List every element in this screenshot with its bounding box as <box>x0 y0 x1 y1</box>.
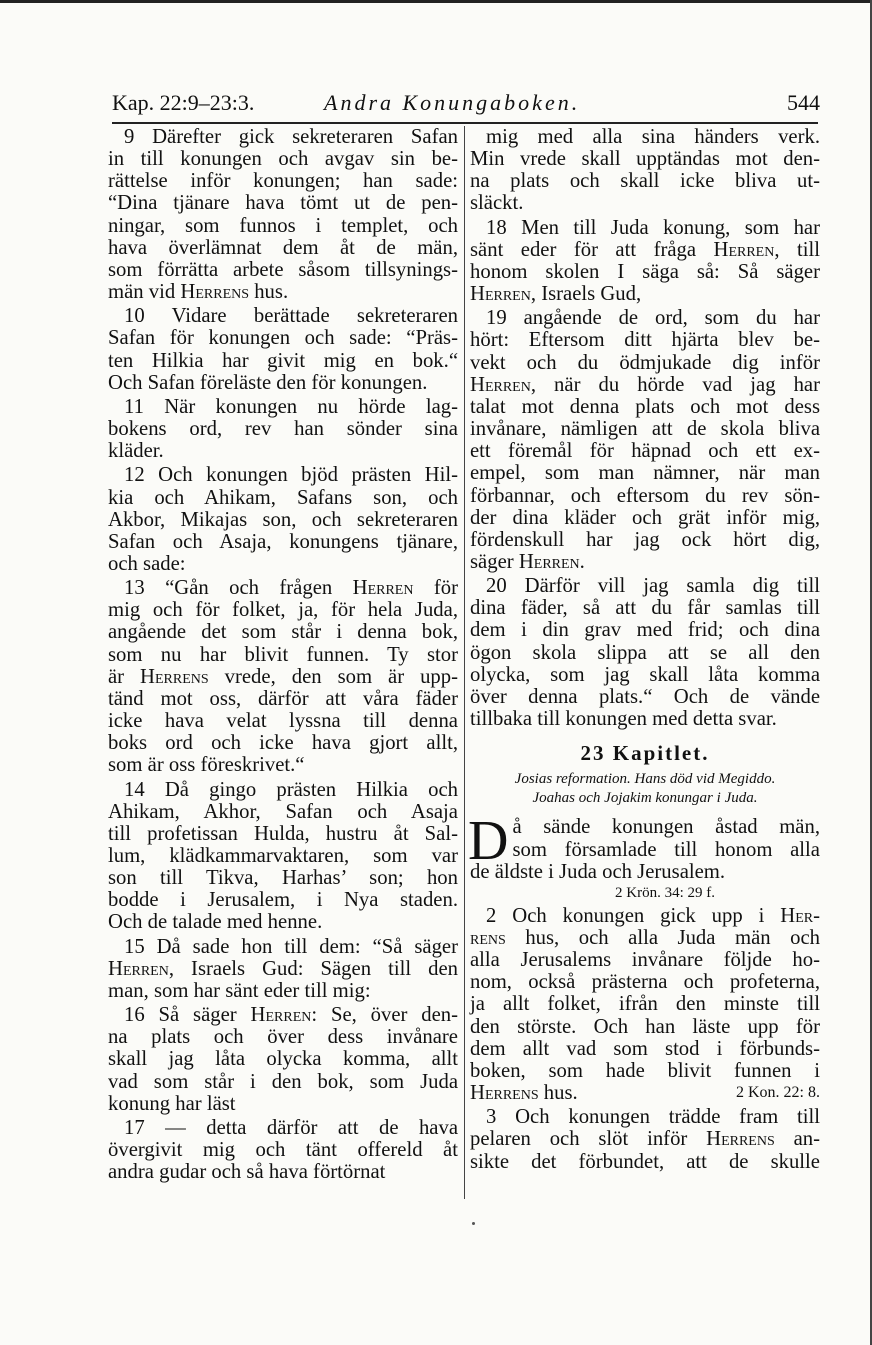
verse-line: konung har läst <box>108 1092 236 1115</box>
verse-line: Herren, Israels Gud, <box>470 283 642 306</box>
verse-line: Herren, Israels Gud: Sägen till den <box>108 957 458 980</box>
verse-line: som är oss föreskrivet.“ <box>108 754 305 777</box>
verse-line: 14 Då gingo prästen Hilkia och <box>124 778 458 801</box>
verse-line: säger Herren. <box>470 550 585 573</box>
verse-line: ett föremål för häpnad och ett ex- <box>470 440 820 463</box>
verse-line: lum, klädkammarvaktaren, som var <box>108 845 458 867</box>
verse-line: in till konungen och avgav sin be- <box>108 148 458 171</box>
verse-line: vekt och du ödmjukade dig inför <box>470 351 820 374</box>
verse-paragraph <box>108 464 458 575</box>
verse-line: Herrens hus. <box>470 1082 578 1105</box>
verse-paragraph <box>108 577 458 776</box>
verse-line: över denna plats.“ Och de vände <box>470 685 820 708</box>
divine-name: Herren <box>470 283 531 306</box>
divine-name: Her- <box>780 904 820 927</box>
verse-paragraph <box>108 396 458 462</box>
divine-name: Herren <box>470 373 531 396</box>
verse-line: angående det som står i denna bok, <box>108 621 458 644</box>
verse-paragraph <box>108 1004 458 1115</box>
divine-name: rens <box>470 927 506 949</box>
divine-name: Herrens <box>706 1128 775 1151</box>
cross-reference: 2 Krön. 34: 29 f. <box>615 884 715 901</box>
verse-line: empel, som man nämner, när man <box>470 462 820 485</box>
verse-line: boken, som hade blivit funnen i <box>470 1059 820 1082</box>
verse-line: na plats och skall icke bliva ut- <box>470 170 820 193</box>
verse-paragraph <box>470 217 820 306</box>
verse-line: olycka, som jag skall låta komma <box>470 663 820 686</box>
verse-line: ögon skola slippa att se all den <box>470 641 820 664</box>
print-speck <box>472 1222 475 1225</box>
verse-line: 3 Och konungen trädde fram till <box>486 1106 820 1129</box>
verse-line: till profetissan Hulda, hustru åt Sal- <box>108 822 458 845</box>
verse-3 <box>470 1106 820 1172</box>
verse-paragraph <box>470 575 820 730</box>
verse-line: icke hava velat lyssna till denna <box>108 710 458 733</box>
verse-line: de äldste i Juda och Jerusalem. <box>470 860 726 883</box>
verse-line: Min vrede skall upptändas mot den- <box>470 148 820 171</box>
verse-line: “Dina tjänare hava tömt ut de pen- <box>108 192 458 215</box>
verse-line: kläder. <box>108 440 164 463</box>
header-rule <box>112 122 818 124</box>
verse-line: talat mot denna plats och mot dess <box>470 395 820 418</box>
chapter-summary <box>470 770 820 808</box>
cross-reference: 2 Kon. 22: 8. <box>736 1084 820 1102</box>
verse-2 <box>470 905 820 1104</box>
verse-line: 10 Vidare berättade sekreteraren <box>124 305 458 328</box>
verse-line: män vid Herrens hus. <box>108 281 289 304</box>
verse-line: Safan för konungen och sade: “Präs- <box>108 327 458 350</box>
verse-1 <box>468 810 820 902</box>
page-number: 544 <box>787 90 820 115</box>
divine-name: Herren <box>518 550 580 573</box>
verse-line: vad som står i den bok, som Juda <box>108 1070 458 1093</box>
verse-line: släckt. <box>470 192 524 215</box>
verse-paragraph <box>108 126 458 303</box>
verse-line: övergivit mig och tänt offereld åt <box>108 1139 458 1162</box>
right-column <box>470 126 820 1175</box>
column-divider <box>464 126 465 1199</box>
verse-line: invånare, nämligen att de skola bliva <box>470 418 820 441</box>
verse-line: sikte det förbundet, att de skulle <box>470 1150 820 1173</box>
verse-line: dem i din grav med frid; och dina <box>470 619 820 642</box>
divine-name: Herren <box>713 238 775 261</box>
verse-line: Och de talade med henne. <box>108 911 323 934</box>
verse-line: ja allt folket, ifrån den minste till <box>470 993 820 1016</box>
verse-line: kia och Ahikam, Safans son, och <box>108 486 458 509</box>
chapter-heading: 23 Kapitlet. <box>580 741 710 766</box>
verse-line: na plats och över dess invånare <box>108 1026 458 1049</box>
verse-line: tillbaka till konungen med detta svar. <box>470 708 777 731</box>
summary-line: Josias reformation. Hans död vid Megiddo. <box>514 771 776 788</box>
verse-line: der dina kläder och grät inför mig, <box>470 506 820 529</box>
verse-line: boks ord och icke hava gjort allt, <box>108 732 458 755</box>
verse-line: rens hus, och alla Juda män och <box>470 927 820 949</box>
verse-line: ningar, som funnos i templet, och <box>108 214 458 237</box>
divine-name: Herrens <box>180 281 250 304</box>
verse-line: 18 Men till Juda konung, som har <box>486 216 820 239</box>
verse-paragraph <box>470 307 820 573</box>
verse-line: 2 Och konungen gick upp i Her- <box>486 904 820 927</box>
verse-line: förbannar, och eftersom du rev sön- <box>470 484 820 507</box>
left-column <box>108 126 458 1185</box>
right-column-verses <box>470 126 820 730</box>
running-header <box>112 88 820 122</box>
verse-line: 17 — detta därför att de hava <box>124 1116 458 1139</box>
summary-line: Joahas och Jojakim konungar i Juda. <box>532 790 758 807</box>
verse-paragraph <box>108 305 458 394</box>
verse-line: som förrätta arbete såsom tillsynings- <box>108 258 458 281</box>
verse-paragraph <box>108 779 458 934</box>
verse-paragraph <box>108 936 458 1002</box>
verse-line: hava överlämnat dem åt de män, <box>108 236 458 259</box>
book-title: Andra Konungaboken. <box>324 90 581 115</box>
verse-line: Och Safan föreläste den för konungen. <box>108 371 428 394</box>
top-border <box>0 0 872 3</box>
verse-line: mig och för folket, ja, för hela Juda, <box>108 599 458 622</box>
verse-line: fördenskull har jag ock hört dig, <box>470 528 820 551</box>
verse-line: hört: Eftersom ditt hjärta blev be- <box>470 329 820 352</box>
verse-line: 19 angående de ord, som du har <box>486 307 820 330</box>
verse-line: som församlade till honom alla <box>512 838 820 861</box>
verse-line: ten Hilkia har givit mig en bok.“ <box>108 349 458 372</box>
verse-line: honom skolen I säga så: Så säger <box>470 260 820 283</box>
verse-line: 16 Så säger Herren: Se, över den- <box>124 1004 458 1027</box>
verse-line: den störste. Och han läste upp för <box>470 1015 820 1038</box>
verse-line: Ahikam, Akhor, Safan och Asaja <box>108 800 458 823</box>
divine-name: Herren <box>250 1004 312 1027</box>
divine-name: Herrens <box>140 665 209 688</box>
verse-line: man, som har sänt eder till mig: <box>108 979 371 1002</box>
verse-paragraph <box>108 1117 458 1183</box>
verse-line: bokens ord, rev han sönder sina <box>108 418 458 441</box>
verse-line: nom, också prästerna och profeterna, <box>470 971 820 994</box>
verse-line: dem allt vad som stod i förbunds- <box>470 1037 820 1060</box>
verse-line: som nu har blivit funnen. Ty stor <box>108 643 458 666</box>
verse-line: Safan och Asaja, konungens tjänare, <box>108 530 458 553</box>
verse-line: och sade: <box>108 552 186 575</box>
verse-line: bodde i Jerusalem, i Nya staden. <box>108 889 458 912</box>
verse-line: sänt eder för att fråga Herren, till <box>470 238 820 261</box>
verse-paragraph <box>470 126 820 215</box>
chapter-reference: Kap. 22:9–23:3. <box>112 90 255 115</box>
verse-line: 15 Då sade hon till dem: “Så säger <box>124 935 458 958</box>
divine-name: Herren <box>352 577 414 600</box>
verse-line: 20 Därför vill jag samla dig till <box>486 575 820 598</box>
verse-line: 11 När konungen nu hörde lag- <box>124 395 458 418</box>
verse-line: 12 Och konungen bjöd prästen Hil- <box>124 464 458 487</box>
verse-line: pelaren och slöt inför Herrens an- <box>470 1128 821 1151</box>
verse-line: tänd mot oss, därför att våra fäder <box>108 687 458 710</box>
verse-line: dina fäder, så att du får samlas till <box>470 597 820 620</box>
verse-line: mig med alla sina händers verk. <box>486 126 820 148</box>
drop-cap: D <box>468 810 509 873</box>
verse-line: skall jag låta olycka komma, allt <box>108 1048 458 1071</box>
verse-line: Akbor, Mikajas son, och sekreteraren <box>108 508 458 531</box>
verse-line: å sände konungen åstad män, <box>512 816 820 839</box>
verse-line: andra gudar och så hava förtörnat <box>108 1161 386 1184</box>
verse-line: är Herrens vrede, den som är upp- <box>108 665 458 688</box>
verse-line: son till Tikva, Harhas’ son; hon <box>108 867 458 890</box>
verse-line: 13 “Gån och frågen Herren för <box>124 577 458 600</box>
verse-line: Herren, när du hörde vad jag har <box>470 373 820 396</box>
divine-name: Herren <box>108 957 169 980</box>
divine-name: Herrens <box>470 1082 539 1105</box>
verse-line: 9 Därefter gick sekreteraren Safan <box>124 126 458 148</box>
verse-line: alla Jerusalems invånare följde ho- <box>470 949 820 972</box>
verse-line: rättelse inför konungen; han sade: <box>108 170 458 193</box>
